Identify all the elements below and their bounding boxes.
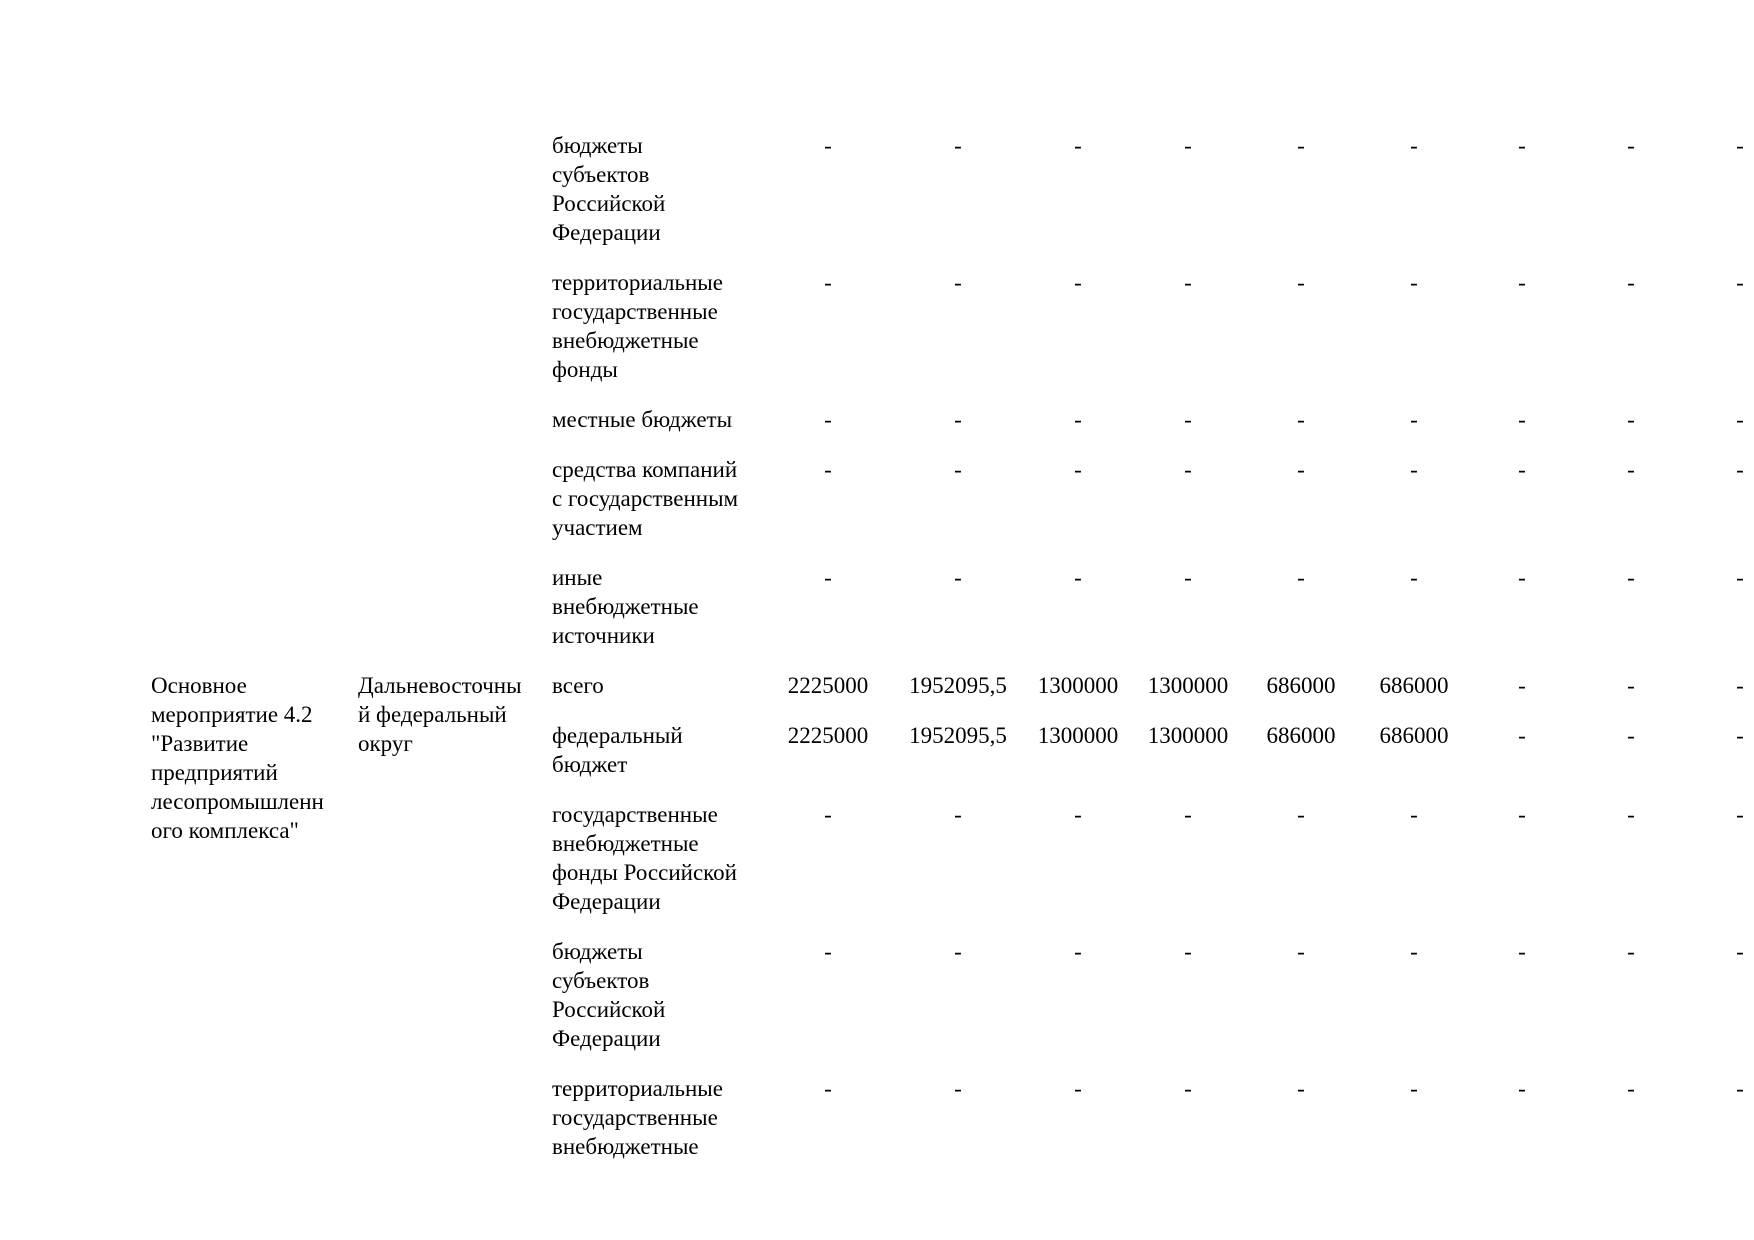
value-cell: -: [1410, 1076, 1418, 1101]
value-cell: -: [1627, 270, 1635, 295]
value-cell: 2225000: [787, 723, 869, 748]
source-line: бюджет: [552, 752, 628, 777]
source-line: фонды: [552, 357, 618, 382]
value-cell: -: [1410, 565, 1418, 590]
source-line: субъектов: [552, 162, 650, 187]
value-cell: 686000: [1379, 673, 1449, 698]
value-cell: -: [1736, 565, 1744, 590]
table-row: [0, 268, 1754, 405]
value-cell: -: [1410, 802, 1418, 827]
value-cell: -: [1627, 802, 1635, 827]
funding-source-cell: [552, 455, 762, 563]
value-cell: 1952095,5: [909, 673, 1007, 698]
table-row: [0, 800, 1754, 937]
source-line: бюджеты: [552, 133, 643, 158]
source-line: фонды Российской: [552, 860, 737, 885]
value-cell: -: [1074, 407, 1082, 432]
value-cell: -: [1410, 133, 1418, 158]
funding-source-cell: [552, 800, 762, 937]
activity-name-line: лесопромышленн: [151, 789, 324, 814]
value-cell: -: [1297, 270, 1305, 295]
value-cell: -: [954, 802, 962, 827]
table-row: [0, 721, 1754, 800]
value-cell: -: [1184, 565, 1192, 590]
value-cell: -: [1627, 673, 1635, 698]
value-cell: -: [1297, 565, 1305, 590]
funding-source-cell: [552, 131, 762, 268]
value-cell: -: [1074, 270, 1082, 295]
value-cell: -: [1518, 673, 1526, 698]
value-cell: -: [1074, 133, 1082, 158]
value-cell: -: [1184, 939, 1192, 964]
value-cell: -: [1518, 802, 1526, 827]
value-cell: -: [1627, 1076, 1635, 1101]
value-cell: -: [824, 802, 832, 827]
source-line: государственные: [552, 802, 718, 827]
value-cell: -: [1074, 457, 1082, 482]
value-cell: -: [1297, 457, 1305, 482]
value-cell: -: [1297, 802, 1305, 827]
funding-source-cell: [552, 268, 762, 405]
value-cell: -: [1074, 565, 1082, 590]
activity-block: [0, 671, 1754, 1182]
value-cell: -: [954, 270, 962, 295]
region-line: й федеральный: [358, 702, 507, 727]
value-cell: 686000: [1266, 723, 1336, 748]
value-cell: -: [1410, 939, 1418, 964]
funding-source-cell: [552, 1074, 762, 1182]
value-cell: -: [1627, 133, 1635, 158]
value-cell: -: [1297, 1076, 1305, 1101]
funding-source-cell: [552, 721, 762, 800]
value-cell: -: [1518, 407, 1526, 432]
value-cell: -: [1410, 457, 1418, 482]
value-cell: -: [1627, 939, 1635, 964]
value-cell: -: [1736, 802, 1744, 827]
value-cell: -: [824, 939, 832, 964]
value-cell: -: [1736, 673, 1744, 698]
value-cell: -: [1627, 565, 1635, 590]
value-cell: -: [954, 407, 962, 432]
source-line: внебюджетные: [552, 328, 699, 353]
source-line: участием: [552, 515, 643, 540]
value-cell: -: [824, 407, 832, 432]
source-line: федеральный: [552, 723, 683, 748]
funding-source-cell: [552, 405, 762, 455]
value-cell: -: [1736, 939, 1744, 964]
value-cell: -: [1736, 270, 1744, 295]
source-line: внебюджетные: [552, 831, 699, 856]
source-line: государственные: [552, 299, 718, 324]
value-cell: -: [1297, 133, 1305, 158]
source-line: территориальные: [552, 270, 723, 295]
region-line: Дальневосточны: [358, 673, 522, 698]
source-line: всего: [552, 673, 604, 698]
source-line: Федерации: [552, 1026, 661, 1051]
region-line: округ: [358, 731, 413, 756]
source-line: внебюджетные: [552, 1134, 699, 1159]
value-cell: -: [1184, 802, 1192, 827]
table-row: [0, 563, 1754, 671]
value-cell: -: [1184, 270, 1192, 295]
value-cell: -: [1736, 723, 1744, 748]
value-cell: -: [1184, 1076, 1192, 1101]
value-cell: -: [954, 133, 962, 158]
source-line: с государственным: [552, 486, 739, 511]
value-cell: -: [1518, 270, 1526, 295]
value-cell: -: [954, 1076, 962, 1101]
value-cell: -: [1297, 939, 1305, 964]
activity-name-line: ого комплекса": [151, 818, 299, 843]
value-cell: -: [1736, 1076, 1744, 1101]
source-line: источники: [552, 623, 655, 648]
value-cell: -: [824, 457, 832, 482]
value-cell: -: [824, 1076, 832, 1101]
value-cell: -: [1297, 407, 1305, 432]
value-cell: -: [1736, 457, 1744, 482]
value-cell: -: [1518, 133, 1526, 158]
value-cell: -: [1518, 457, 1526, 482]
table-row: [0, 671, 1754, 721]
value-cell: -: [1627, 723, 1635, 748]
value-cell: 1300000: [1037, 723, 1119, 748]
value-cell: 2225000: [787, 673, 869, 698]
table-row: [0, 405, 1754, 455]
value-cell: 1952095,5: [909, 723, 1007, 748]
value-cell: -: [1518, 565, 1526, 590]
activity-name-line: предприятий: [151, 760, 278, 785]
value-cell: -: [1184, 457, 1192, 482]
table-row: [0, 937, 1754, 1074]
value-cell: -: [824, 565, 832, 590]
value-cell: -: [824, 270, 832, 295]
source-line: Федерации: [552, 220, 661, 245]
value-cell: -: [824, 133, 832, 158]
value-cell: -: [1518, 723, 1526, 748]
activity-name-line: мероприятие 4.2: [151, 702, 313, 727]
funding-source-cell: [552, 937, 762, 1074]
activity-name-line: "Развитие: [151, 731, 249, 756]
activity-name-line: Основное: [151, 673, 247, 698]
value-cell: 1300000: [1147, 673, 1229, 698]
source-line: местные бюджеты: [552, 407, 733, 432]
value-cell: -: [1410, 270, 1418, 295]
value-cell: -: [954, 457, 962, 482]
value-cell: -: [1627, 407, 1635, 432]
value-cell: -: [1074, 939, 1082, 964]
source-line: иные: [552, 565, 603, 590]
value-cell: -: [1518, 1076, 1526, 1101]
value-cell: -: [1736, 407, 1744, 432]
source-line: Российской: [552, 997, 666, 1022]
source-line: внебюджетные: [552, 594, 699, 619]
source-line: бюджеты: [552, 939, 643, 964]
source-line: государственные: [552, 1105, 718, 1130]
table-row: [0, 455, 1754, 563]
value-cell: -: [1410, 407, 1418, 432]
value-cell: 1300000: [1037, 673, 1119, 698]
value-cell: -: [1074, 802, 1082, 827]
value-cell: 686000: [1266, 673, 1336, 698]
funding-table: [0, 131, 1754, 1182]
funding-source-cell: [552, 563, 762, 671]
source-line: территориальные: [552, 1076, 723, 1101]
table-row: [0, 131, 1754, 268]
value-cell: -: [1184, 133, 1192, 158]
table-row: [0, 1074, 1754, 1182]
source-line: субъектов: [552, 968, 650, 993]
source-line: Федерации: [552, 889, 661, 914]
source-line: Российской: [552, 191, 666, 216]
value-cell: -: [1736, 133, 1744, 158]
value-cell: 686000: [1379, 723, 1449, 748]
value-cell: -: [1518, 939, 1526, 964]
value-cell: -: [1627, 457, 1635, 482]
funding-source-cell: [552, 671, 762, 721]
value-cell: -: [954, 939, 962, 964]
source-line: средства компаний: [552, 457, 738, 482]
value-cell: 1300000: [1147, 723, 1229, 748]
value-cell: -: [1074, 1076, 1082, 1101]
value-cell: -: [1184, 407, 1192, 432]
value-cell: -: [954, 565, 962, 590]
